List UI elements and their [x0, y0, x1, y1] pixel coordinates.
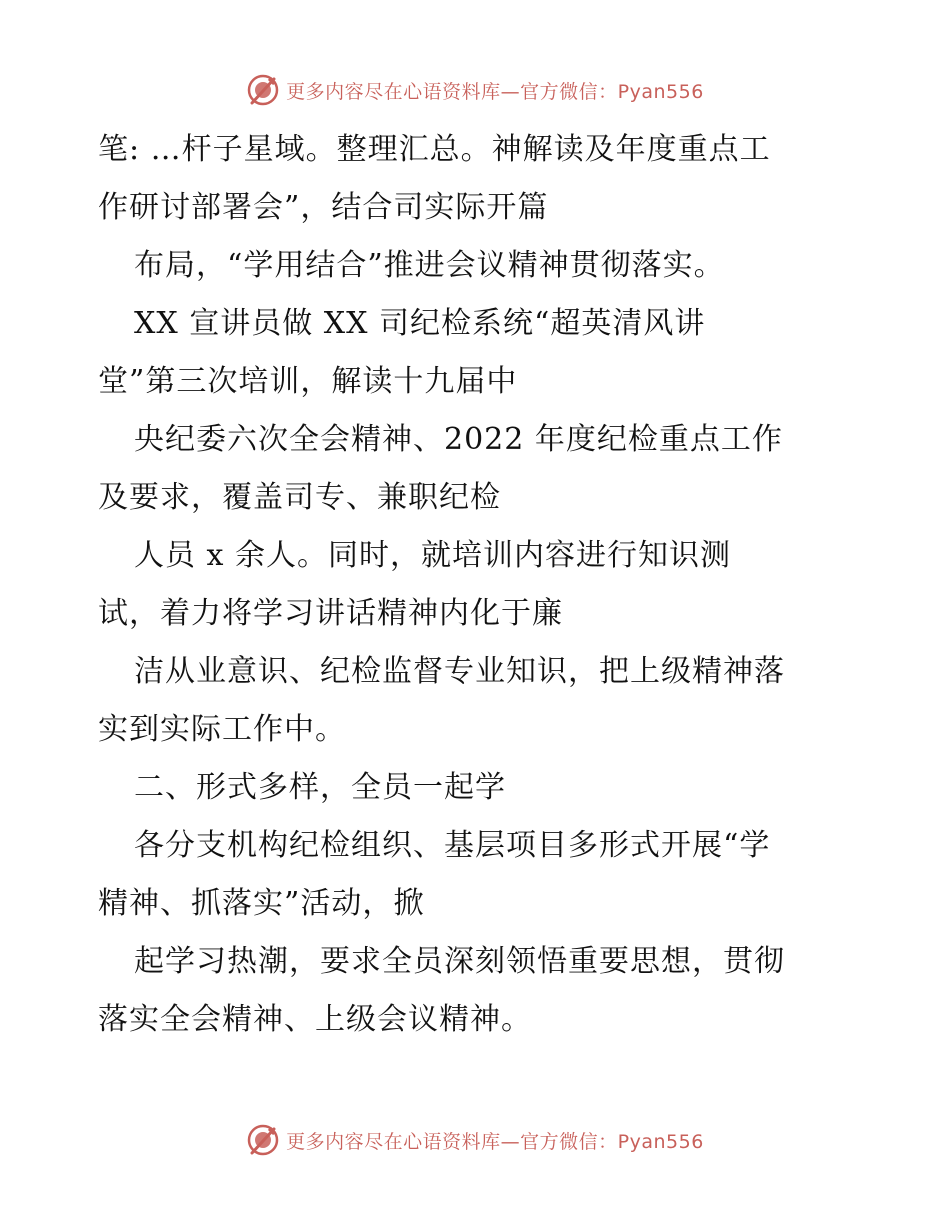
- body-line: 实到实际工作中。: [98, 712, 346, 747]
- body-line: 人员 x 余人。同时，就培训内容进行知识测: [134, 538, 731, 573]
- body-line: 作研讨部署会”，结合司实际开篇: [98, 190, 549, 225]
- body-line: 各分支机构纪检组织、基层项目多形式开展“学: [134, 828, 771, 863]
- watermark-text: 更多内容尽在心语资料库—官方微信：Pyan556: [286, 1130, 704, 1153]
- body-line: 起学习热潮，要求全员深刻领悟重要思想，贯彻: [134, 944, 785, 979]
- body-line: 布局，“学用结合”推进会议精神贯彻落实。: [134, 248, 725, 283]
- watermark-text: 更多内容尽在心语资料库—官方微信：Pyan556: [286, 80, 704, 103]
- section-heading: 二、形式多样，全员一起学: [134, 770, 506, 805]
- body-line: 落实全会精神、上级会议精神。: [98, 1002, 532, 1037]
- body-line: 堂”第三次培训，解读十九届中: [98, 364, 518, 399]
- body-line: XX 宣讲员做 XX 司纪检系统“超英清风讲: [134, 306, 706, 341]
- header-watermark: [0, 70, 950, 110]
- body-line: 洁从业意识、纪检监督专业知识，把上级精神落: [134, 654, 785, 689]
- quill-seal-icon: [246, 1123, 280, 1157]
- body-line: 精神、抓落实”活动，掀: [98, 886, 425, 921]
- body-line: 笔: …杆子星域。整理汇总。神解读及年度重点工: [98, 132, 771, 167]
- body-line: 及要求，覆盖司专、兼职纪检: [98, 480, 501, 515]
- footer-watermark: [0, 1120, 950, 1160]
- body-line: 央纪委六次全会精神、2022 年度纪检重点工作: [134, 422, 783, 457]
- body-line: 试，着力将学习讲话精神内化于廉: [98, 596, 563, 631]
- quill-seal-icon: [246, 73, 280, 107]
